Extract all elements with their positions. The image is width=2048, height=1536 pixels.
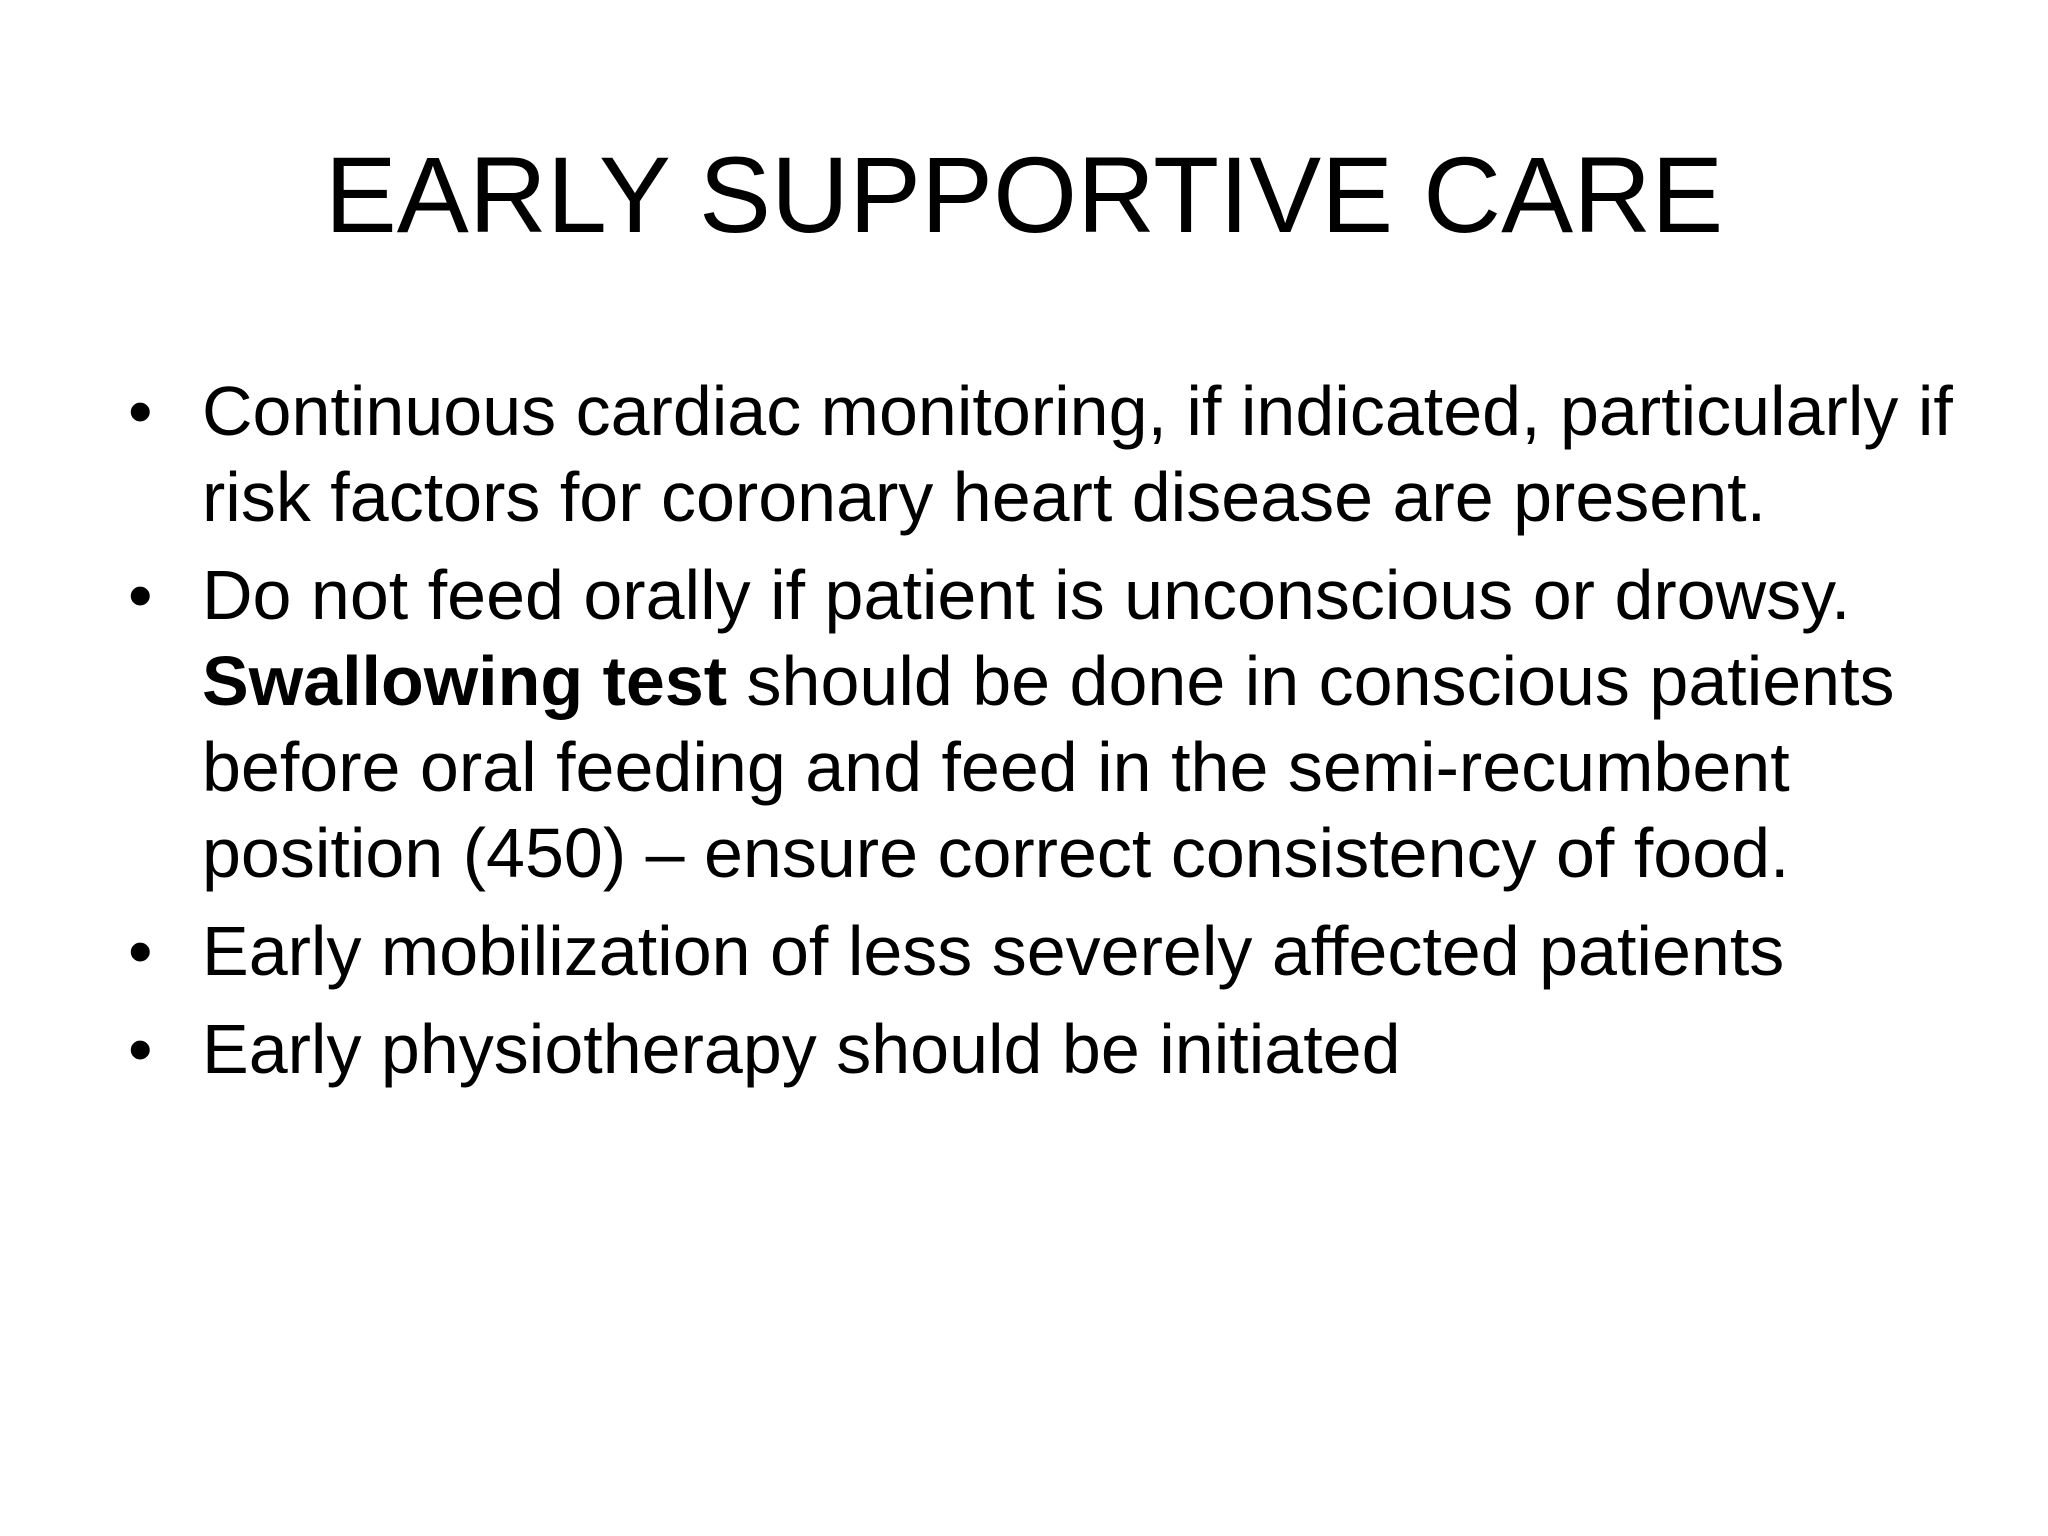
bullet-text: Early physiotherapy should be initiated [202,1010,1401,1088]
slide-title: EARLY SUPPORTIVE CARE [324,134,1724,255]
bullet-text-pre: Do not feed orally if patient is unconscious or drowsy. [202,556,1851,634]
bullet-icon: • [128,372,153,450]
bullet-list [118,368,1998,1104]
bullet-item-oral-feeding [118,552,1998,896]
bullet-icon: • [128,1010,153,1088]
bullet-icon: • [128,556,153,634]
bullet-item-physiotherapy [118,1006,1998,1092]
bullet-text-bold: Swallowing test [202,642,728,720]
bullet-item-early-mobilization [118,908,1998,994]
bullet-icon: • [128,912,153,990]
bullet-text: Early mobilization of less severely affected patients [202,912,1785,990]
bullet-text: Continuous cardiac monitoring, if indicated, particularly if risk factors for coronary heart disease are present. [202,372,1953,536]
bullet-text-post: should be done in conscious patients before oral feeding and feed in the semi-recumbent position (450) – ensure correct consistency of food. [202,642,1895,892]
bullet-item-cardiac-monitoring [118,368,1998,540]
